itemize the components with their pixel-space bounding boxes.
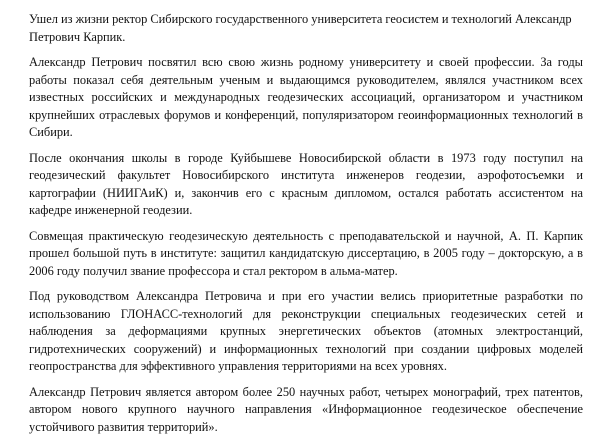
paragraph-education: После окончания школы в городе Куйбышеве Новосибирской области в 1973 году поступил на геодезический факультет Новосибирского института инженеров геодезии, аэрофотосъемки и картографии (НИИГАиК) и, закончив его с красным дипломом, остался работать ассистентом на кафедре инженерной геодезии. bbox=[29, 150, 583, 220]
paragraph-career-summary: Александр Петрович посвятил всю свою жизнь родному университету и своей профессии. За годы работы показал себя деятельным ученым и выдающимся руководителем, являлся участником всех известных российских и международных геодезических ассоциаций, организатором и участником крупнейших отраслевых форумов и конференций, популяризатором геоинформационных технологий в Сибири. bbox=[29, 54, 583, 142]
paragraph-obituary-intro: Ушел из жизни ректор Сибирского государственного университета геосистем и технологий Александр Петрович Карпик. bbox=[29, 11, 583, 46]
paragraph-research: Под руководством Александра Петровича и при его участии велись приоритетные разработки по использованию ГЛОНАСС-технологий для реконструкции специальных геодезических сетей и наблюдения за деформациями крупных энергетических объектов (атомных электростанций, гидротехнических сооружений) и информационных технологий при создании цифровых моделей геопространства для эффективного управления территориями на всех уровнях. bbox=[29, 288, 583, 376]
paragraph-academic-path: Совмещая практическую геодезическую деятельность с преподавательской и научной, А. П. Карпик прошел большой путь в институте: защитил кандидатскую диссертацию, в 2005 году – докторскую, а в 2006 году получил звание профессора и стал ректором в альма-матер. bbox=[29, 228, 583, 281]
paragraph-publications: Александр Петрович является автором более 250 научных работ, четырех монографий, трех патентов, автором нового крупного научного направления «Информационное геодезическое обеспечение устойчивого развития территорий». bbox=[29, 384, 583, 436]
